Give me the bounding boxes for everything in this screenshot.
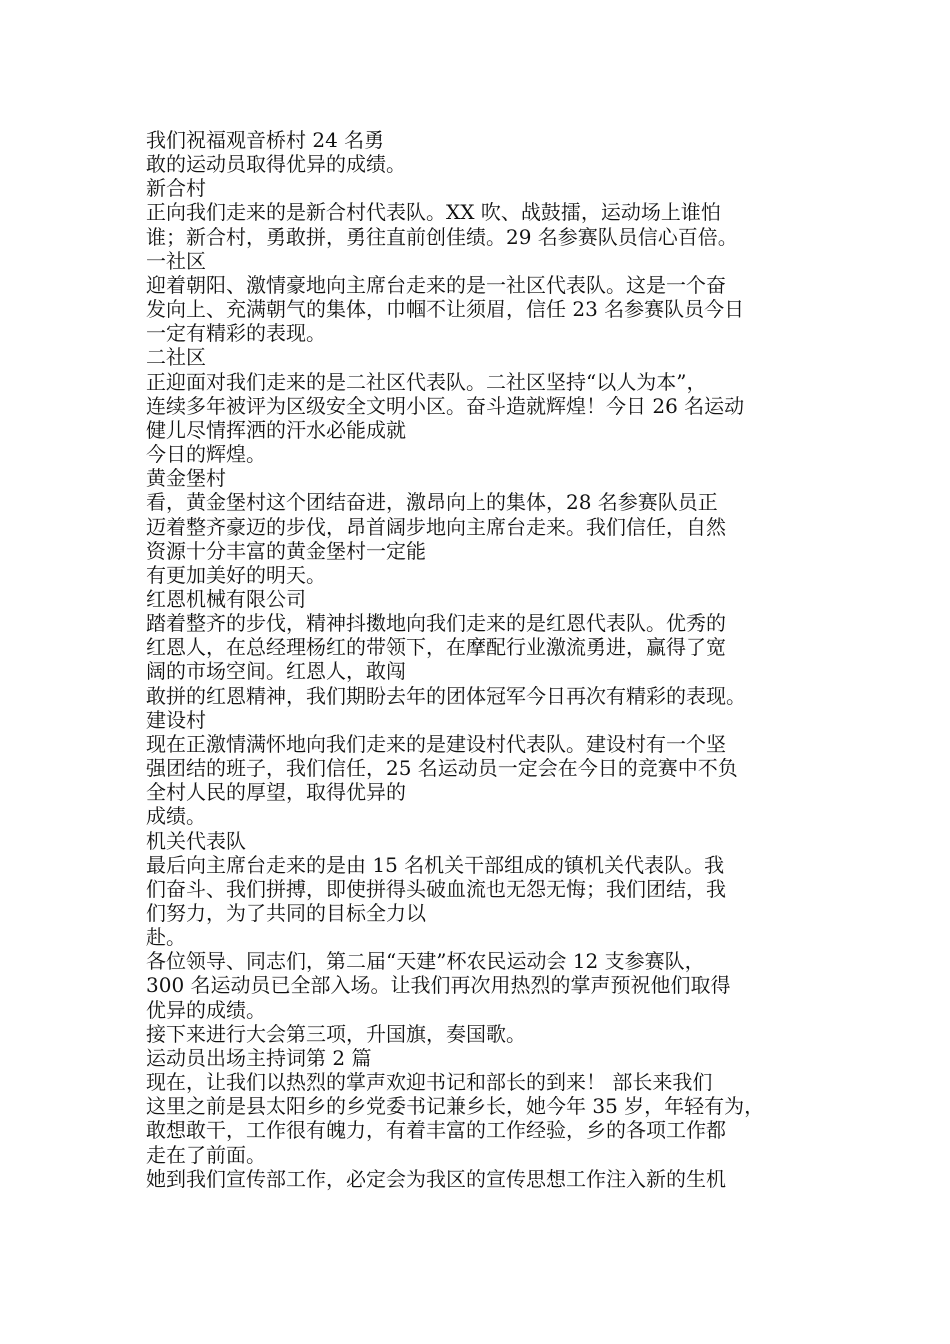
section-heading: 黄金堡村: [146, 466, 226, 491]
text-line: 全村人民的厚望，取得优异的: [146, 780, 406, 805]
text-line: 她到我们宣传部工作，必定会为我区的宣传思想工作注入新的生机: [146, 1166, 726, 1191]
text-line: 这里之前是县太阳乡的乡党委书记兼乡长，她今年 35 岁，年轻有为，: [146, 1094, 765, 1119]
text-line: 迈着整齐豪迈的步伐，昂首阔步地向主席台走来。我们信任，自然: [146, 514, 726, 539]
text-line: 300 名运动员已全部入场。让我们再次用热烈的掌声预祝他们取得: [146, 973, 731, 998]
text-line: 现在正激情满怀地向我们走来的是建设村代表队。建设村有一个坚: [146, 731, 726, 756]
text-line: 最后向主席台走来的是由 15 名机关干部组成的镇机关代表队。我: [146, 852, 725, 877]
text-line: 成绩。: [146, 804, 206, 829]
text-line: 健儿尽情挥洒的汗水必能成就: [146, 417, 406, 442]
section-heading: 机关代表队: [146, 828, 246, 853]
text-line: 敢拼的红恩精神，我们期盼去年的团体冠军今日再次有精彩的表现。: [146, 683, 746, 708]
text-line: 接下来进行大会第三项，升国旗，奏国歌。: [146, 1021, 526, 1046]
section-heading: 运动员出场主持词第 2 篇: [146, 1045, 372, 1070]
text-line: 我们祝福观音桥村 24 名勇: [146, 128, 385, 152]
text-line: 资源十分丰富的黄金堡村一定能: [146, 538, 426, 563]
section-heading: 二社区: [146, 345, 206, 370]
text-line: 们努力，为了共同的目标全力以: [146, 901, 426, 925]
text-line: 敢想敢干，工作很有魄力，有着丰富的工作经验，乡的各项工作都: [146, 1118, 726, 1143]
text-line: 今日的辉煌。: [146, 442, 266, 467]
text-line: 发向上、充满朝气的集体，巾帼不让须眉，信任 23 名参赛队员今日: [146, 297, 745, 322]
text-line: 敢的运动员取得优异的成绩。: [146, 152, 406, 177]
text-line: 们奋斗、我们拼搏，即使拼得头破血流也无怨无悔；我们团结，我: [146, 876, 726, 901]
section-heading: 一社区: [146, 248, 206, 273]
text-line: 一定有精彩的表现。: [146, 321, 326, 346]
text-line: 正向我们走来的是新合村代表队。XX 吹、战鼓擂，运动场上谁怕: [146, 200, 721, 225]
text-line: 谁；新合村，勇敢拼，勇往直前创佳绩。29 名参赛队员信心百倍。: [146, 224, 738, 249]
section-heading: 建设村: [146, 707, 206, 732]
text-line: 优异的成绩。: [146, 997, 266, 1022]
text-line: 各位领导、同志们，第二届“天建”杯农民运动会 12 支参赛队，: [146, 949, 705, 974]
text-line: 阔的市场空间。红恩人，敢闯: [146, 659, 406, 684]
text-line: 踏着整齐的步伐，精神抖擞地向我们走来的是红恩代表队。优秀的: [146, 611, 726, 636]
text-line: 迎着朝阳、激情豪地向主席台走来的是一社区代表队。这是一个奋: [146, 272, 726, 297]
text-line: 强团结的班子，我们信任，25 名运动员一定会在今日的竞赛中不负: [146, 756, 738, 781]
text-line: 正迎面对我们走来的是二社区代表队。二社区坚持“以人为本”，: [146, 369, 707, 394]
text-line: 看，黄金堡村这个团结奋进，激昂向上的集体，28 名参赛队员正: [146, 490, 718, 515]
document-body: [146, 128, 816, 1191]
text-line: 走在了前面。: [146, 1142, 266, 1167]
section-heading: 红恩机械有限公司: [146, 586, 306, 611]
text-line: 有更加美好的明天。: [146, 562, 326, 587]
text-line: 赴。: [146, 925, 186, 950]
text-line: 红恩人，在总经理杨红的带领下，在摩配行业激流勇进，赢得了宽: [146, 635, 726, 660]
section-heading: 新合村: [146, 176, 206, 201]
text-line: 现在，让我们以热烈的掌声欢迎书记和部长的到来！ 部长来我们: [146, 1070, 713, 1095]
text-line: 连续多年被评为区级安全文明小区。奋斗造就辉煌！今日 26 名运动: [146, 393, 745, 418]
